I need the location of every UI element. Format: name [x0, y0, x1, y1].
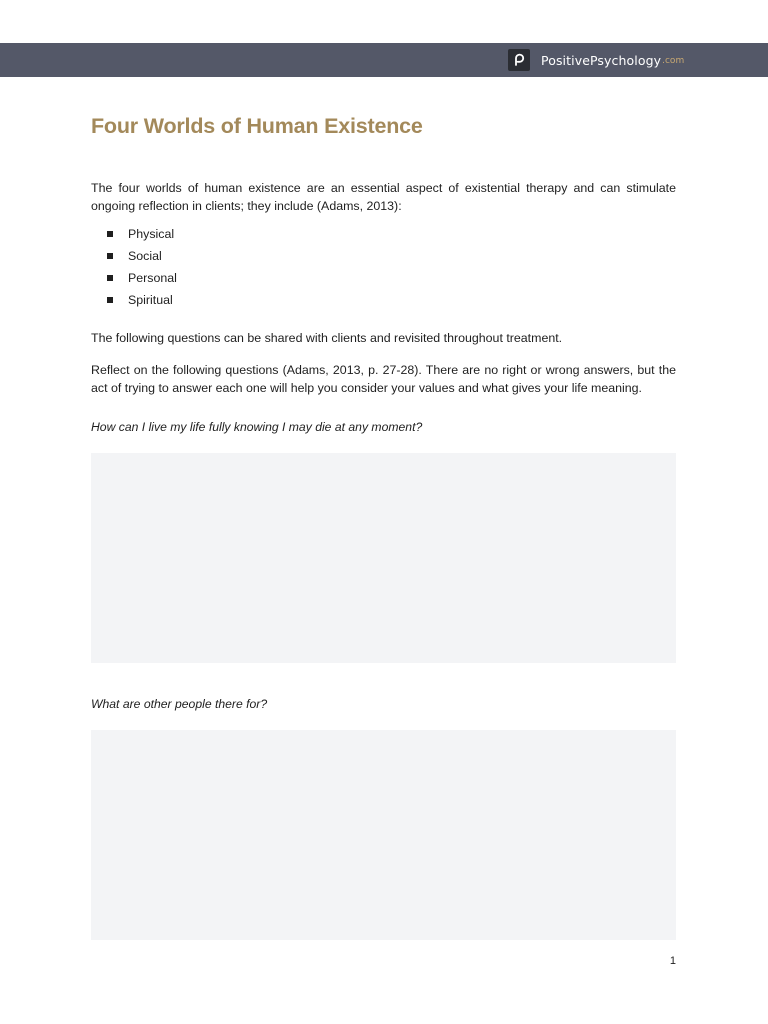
list-item-label: Physical [128, 227, 175, 241]
positive-psychology-p-logo-icon [508, 49, 530, 71]
question-1: How can I live my life fully knowing I may die at any moment? [91, 420, 423, 434]
header-bar [0, 43, 768, 77]
square-bullet-icon [107, 275, 113, 281]
answer-box-1[interactable] [91, 453, 676, 663]
reflect-note-paragraph: Reflect on the following questions (Adams, 2013, p. 27-28). There are no right or wrong answers, but the act of trying to answer each one will help you consider your values and what gives your life meaning. [91, 363, 676, 395]
page-number: 1 [669, 955, 676, 967]
square-bullet-icon [107, 297, 113, 303]
share-note-paragraph: The following questions can be shared with clients and revisited throughout treatment. [91, 331, 563, 345]
brand[interactable] [508, 49, 684, 71]
square-bullet-icon [107, 231, 113, 237]
brand-name: PositivePsychology [541, 52, 662, 68]
list-item [91, 291, 177, 313]
list-item [91, 247, 177, 269]
list-item-label: Personal [128, 271, 177, 285]
page-title: Four Worlds of Human Existence [91, 114, 423, 138]
brand-tld: .com [662, 56, 685, 66]
list-item [91, 269, 177, 291]
worlds-list [91, 225, 177, 313]
square-bullet-icon [107, 253, 113, 259]
list-item [91, 225, 177, 247]
answer-box-2[interactable] [91, 730, 676, 940]
question-2: What are other people there for? [91, 697, 268, 711]
intro-paragraph: The four worlds of human existence are an essential aspect of existential therapy and can stimulate ongoing reflection in clients; they include (Adams, 2013): [91, 181, 676, 213]
list-item-label: Spiritual [128, 293, 173, 307]
list-item-label: Social [128, 249, 162, 263]
